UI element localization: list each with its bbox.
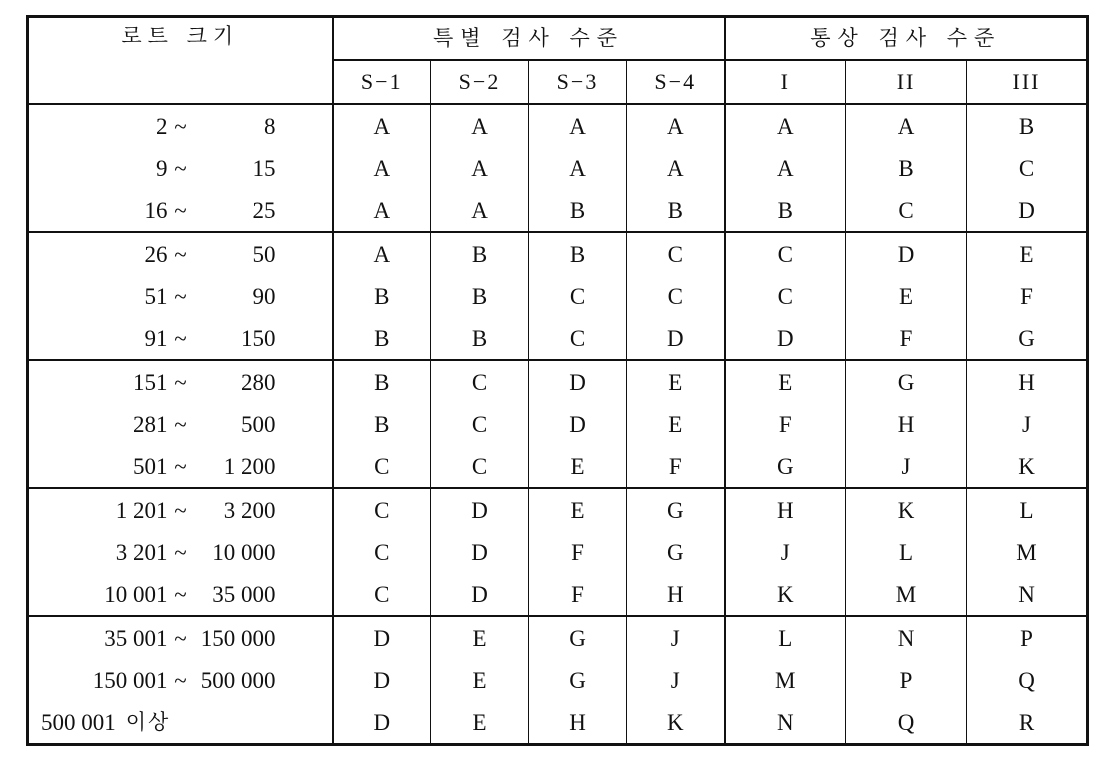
table-row — [28, 403, 1088, 445]
code-letter-cell: J — [846, 445, 967, 488]
code-letter-cell: P — [1020, 625, 1033, 651]
code-letter-cell: K — [846, 488, 967, 531]
lot-size-cell — [28, 317, 333, 360]
code-letter-cell: D — [627, 317, 725, 360]
sample-size-code-table — [26, 15, 1089, 746]
code-letter-cell: A — [529, 104, 627, 147]
table-row — [28, 147, 1088, 189]
code-letter-cell: E — [1019, 241, 1034, 267]
code-letter-cell: A — [846, 104, 967, 147]
code-letter-cell: A — [333, 147, 431, 189]
lot-size-from: 281 — [133, 411, 168, 437]
table-row — [28, 360, 1088, 403]
level-header-s4: S−4 — [627, 60, 725, 104]
range-separator: ~ — [174, 453, 187, 479]
lot-size-to: 150 000 — [200, 625, 276, 651]
code-letter-cell: B — [1018, 113, 1035, 139]
code-letter-cell: Q — [1018, 667, 1035, 693]
code-letter-cell: A — [627, 104, 725, 147]
lot-size-to: 50 — [252, 241, 276, 267]
lot-size-cell — [28, 275, 333, 317]
code-letter-cell: Q — [846, 701, 967, 745]
code-letter-cell: F — [1020, 283, 1033, 309]
code-letter-cell: B — [431, 317, 529, 360]
code-letter-cell: L — [1019, 497, 1034, 523]
code-letter-cell: H — [1018, 369, 1035, 395]
code-letter-cell: C — [333, 445, 431, 488]
code-letter-cell: D — [333, 701, 431, 745]
code-letter-cell: F — [529, 531, 627, 573]
level-header-iii: III — [967, 60, 1088, 104]
code-letter-cell: G — [529, 616, 627, 659]
code-letter-cell: C — [1018, 155, 1035, 181]
table-row — [28, 445, 1088, 488]
range-separator: ~ — [174, 113, 187, 139]
lot-size-from: 51 — [144, 283, 168, 309]
code-letter-cell: J — [627, 616, 725, 659]
level-header-s3: S−3 — [529, 60, 627, 104]
range-separator: ~ — [174, 581, 187, 607]
code-letter-cell: H — [725, 488, 846, 531]
range-separator: ~ — [174, 667, 187, 693]
lot-size-to: 150 — [241, 325, 276, 351]
code-letter-cell: D — [846, 232, 967, 275]
code-letter-cell: D — [431, 488, 529, 531]
lot-size-from: 151 — [133, 369, 168, 395]
code-letter-cell: E — [529, 445, 627, 488]
code-letter-cell: C — [431, 403, 529, 445]
level-header-ii: II — [846, 60, 967, 104]
code-letter-cell: G — [725, 445, 846, 488]
table-row — [28, 317, 1088, 360]
code-letter-cell: C — [627, 232, 725, 275]
code-letter-cell: A — [333, 232, 431, 275]
code-letter-cell: A — [725, 104, 846, 147]
code-letter-cell: G — [627, 488, 725, 531]
code-letter-cell: B — [333, 317, 431, 360]
table-row — [28, 275, 1088, 317]
lot-size-from: 9 — [156, 155, 168, 181]
code-letter-cell: F — [725, 403, 846, 445]
table-row — [28, 232, 1088, 275]
lot-size-to: 35 000 — [212, 581, 276, 607]
code-letter-cell: A — [529, 147, 627, 189]
code-letter-cell: K — [725, 573, 846, 616]
lot-size-cell — [28, 445, 333, 488]
code-letter-cell: M — [725, 659, 846, 701]
lot-size-to: 280 — [241, 369, 276, 395]
code-letter-cell: B — [333, 275, 431, 317]
code-letter-cell: E — [431, 616, 529, 659]
code-letter-cell: C — [333, 488, 431, 531]
range-separator: ~ — [174, 539, 187, 565]
code-letter-cell: N — [725, 701, 846, 745]
table-header — [28, 17, 1088, 105]
code-letter-cell: C — [333, 573, 431, 616]
code-letter-cell: A — [431, 147, 529, 189]
code-letter-cell: B — [529, 189, 627, 232]
code-letter-cell: A — [627, 147, 725, 189]
code-letter-cell: F — [846, 317, 967, 360]
lot-size-cell — [28, 189, 333, 232]
code-letter-cell: J — [627, 659, 725, 701]
lot-size-to: 3 200 — [223, 497, 276, 523]
lot-size-cell — [28, 403, 333, 445]
level-header-s1: S−1 — [333, 60, 431, 104]
level-header-i: I — [725, 60, 846, 104]
normal-inspection-level-header: 통상 검사 수준 — [725, 17, 1088, 61]
lot-size-from: 10 001 — [104, 581, 168, 607]
lot-size-cell — [28, 659, 333, 701]
code-letter-cell: B — [529, 232, 627, 275]
code-letter-cell: H — [846, 403, 967, 445]
code-letter-cell: B — [627, 189, 725, 232]
code-letter-cell: M — [846, 573, 967, 616]
code-letter-cell: G — [967, 317, 1088, 360]
code-letter-cell: G — [627, 531, 725, 573]
code-letter-cell: N — [846, 616, 967, 659]
lot-size-cell — [28, 616, 333, 659]
code-letter-cell: E — [431, 701, 529, 745]
code-letter-cell: E — [725, 360, 846, 403]
code-letter-cell: C — [431, 360, 529, 403]
code-letter-cell: A — [333, 189, 431, 232]
lot-size-cell — [28, 531, 333, 573]
code-letter-cell: J — [725, 531, 846, 573]
range-separator: ~ — [174, 625, 187, 651]
lot-size-to: 25 — [252, 197, 276, 223]
range-separator: ~ — [174, 241, 187, 267]
code-letter-cell: C — [529, 317, 627, 360]
lot-size-to: 500 000 — [200, 667, 276, 693]
lot-size-from: 2 — [156, 113, 168, 139]
table-row — [28, 616, 1088, 659]
table-body — [28, 104, 1088, 745]
code-letter-cell: G — [529, 659, 627, 701]
code-letter-cell: E — [529, 488, 627, 531]
range-separator: ~ — [174, 497, 187, 523]
code-letter-cell: C — [333, 531, 431, 573]
lot-size-from: 1 201 — [115, 497, 168, 523]
table-row — [28, 659, 1088, 701]
lot-size-to: 10 000 — [212, 539, 276, 565]
code-letter-cell: B — [333, 360, 431, 403]
range-separator: ~ — [174, 369, 187, 395]
lot-size-from: 35 001 — [104, 625, 168, 651]
code-letter-cell: B — [725, 189, 846, 232]
code-letter-cell: H — [627, 573, 725, 616]
code-letter-cell: D — [333, 616, 431, 659]
special-inspection-level-header: 특별 검사 수준 — [333, 17, 725, 61]
code-letter-cell: K — [627, 701, 725, 745]
lot-size-from: 500 001 — [41, 709, 116, 735]
code-letter-cell: B — [846, 147, 967, 189]
table-row — [28, 488, 1088, 531]
lot-size-suffix: 이상 — [125, 709, 171, 734]
lot-size-cell — [28, 232, 333, 275]
code-letter-cell: F — [529, 573, 627, 616]
lot-size-from: 91 — [144, 325, 168, 351]
lot-size-from: 150 001 — [92, 667, 168, 693]
code-letter-cell: A — [431, 189, 529, 232]
range-separator: ~ — [174, 325, 187, 351]
table-row — [28, 531, 1088, 573]
code-letter-cell: D — [967, 189, 1088, 232]
range-separator: ~ — [174, 283, 187, 309]
lot-size-to: 15 — [252, 155, 276, 181]
code-letter-cell: C — [529, 275, 627, 317]
lot-size-to: 8 — [264, 113, 276, 139]
code-letter-cell: D — [333, 659, 431, 701]
code-letter-cell: M — [1016, 539, 1037, 565]
lot-size-from: 501 — [133, 453, 168, 479]
lot-size-from: 3 201 — [115, 539, 168, 565]
lot-size-to: 1 200 — [223, 453, 276, 479]
code-letter-cell: F — [627, 445, 725, 488]
code-letter-cell: E — [846, 275, 967, 317]
code-letter-cell: C — [725, 275, 846, 317]
code-letter-cell: E — [431, 659, 529, 701]
code-letter-cell: B — [431, 275, 529, 317]
code-letter-cell: E — [627, 403, 725, 445]
lot-size-from: 26 — [144, 241, 168, 267]
table-row — [28, 104, 1088, 147]
code-letter-cell: G — [846, 360, 967, 403]
lot-size-to: 90 — [252, 283, 276, 309]
code-letter-cell: A — [333, 104, 431, 147]
code-letter-cell: D — [725, 317, 846, 360]
code-letter-cell: P — [846, 659, 967, 701]
code-letter-cell: D — [431, 573, 529, 616]
lot-size-to: 500 — [241, 411, 276, 437]
code-letter-cell: D — [431, 531, 529, 573]
lot-size-cell — [28, 147, 333, 189]
lot-size-cell — [28, 104, 333, 147]
lot-size-from: 16 — [144, 197, 168, 223]
range-separator: ~ — [174, 411, 187, 437]
lot-size-cell — [28, 360, 333, 403]
code-letter-cell: B — [431, 232, 529, 275]
code-letter-cell: K — [967, 445, 1088, 488]
code-letter-cell: B — [333, 403, 431, 445]
code-letter-cell: D — [529, 403, 627, 445]
code-letter-cell: E — [627, 360, 725, 403]
lot-size-header: 로트 크기 — [28, 17, 333, 105]
code-letter-cell: H — [529, 701, 627, 745]
range-separator: ~ — [174, 155, 187, 181]
code-letter-cell: R — [1018, 709, 1035, 735]
code-letter-cell: C — [431, 445, 529, 488]
table-row — [28, 701, 1088, 745]
table-row — [28, 189, 1088, 232]
code-letter-cell: D — [529, 360, 627, 403]
level-header-s2: S−2 — [431, 60, 529, 104]
code-letter-cell: A — [725, 147, 846, 189]
code-letter-cell: L — [725, 616, 846, 659]
code-letter-cell: L — [846, 531, 967, 573]
code-letter-cell: C — [846, 189, 967, 232]
code-letter-cell: J — [1022, 411, 1031, 437]
lot-size-cell — [28, 488, 333, 531]
lot-size-cell — [28, 701, 333, 745]
code-letter-cell: A — [431, 104, 529, 147]
code-letter-cell: N — [967, 573, 1088, 616]
code-letter-cell: C — [725, 232, 846, 275]
range-separator: ~ — [174, 197, 187, 223]
code-letter-cell: C — [627, 275, 725, 317]
lot-size-cell — [28, 573, 333, 616]
table-row — [28, 573, 1088, 616]
